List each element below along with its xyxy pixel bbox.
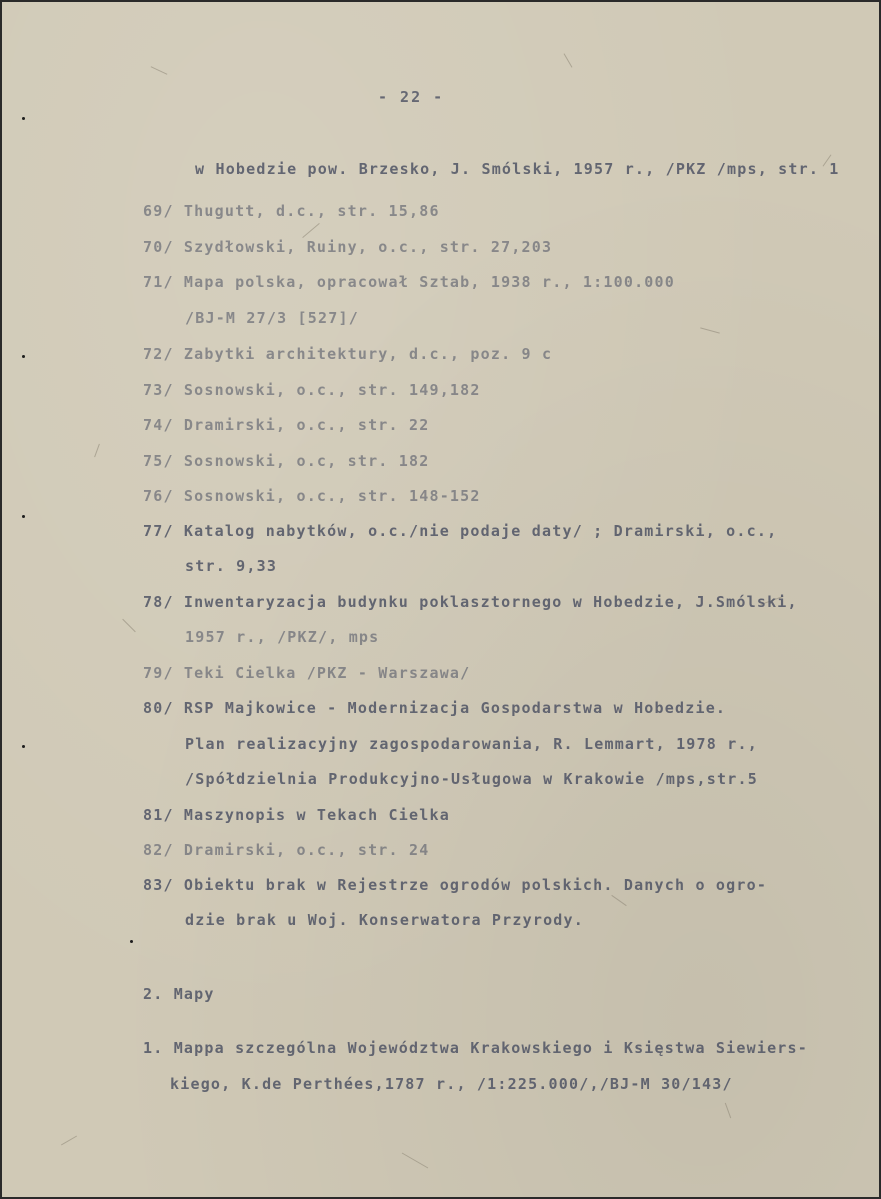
text-line: 71/ Mapa polska, opracował Sztab, 1938 r., 1:100.000 [143, 273, 675, 291]
text-line: 83/ Obiektu brak w Rejestrze ogrodów polskich. Danych o ogro- [143, 876, 768, 894]
text-line: 78/ Inwentaryzacja budynku poklasztornego w Hobedzie, J.Smólski, [143, 593, 798, 611]
text-line: 74/ Dramirski, o.c., str. 22 [143, 416, 430, 434]
text-line: 69/ Thugutt, d.c., str. 15,86 [143, 202, 440, 220]
margin-dot [22, 355, 25, 358]
paper-fiber [61, 1136, 77, 1146]
text-line: w Hobedzie pow. Brzesko, J. Smólski, 1957 r., /PKZ /mps, str. 1 [195, 160, 840, 178]
paper-fiber [402, 1153, 428, 1169]
paper-fiber [94, 444, 100, 457]
page-number: - 22 - [378, 88, 445, 106]
text-line: /BJ-M 27/3 [527]/ [185, 309, 359, 327]
margin-dot [130, 940, 133, 943]
text-line: 72/ Zabytki architektury, d.c., poz. 9 c [143, 345, 553, 363]
margin-dot [22, 515, 25, 518]
text-line: /Spółdzielnia Produkcyjno-Usługowa w Krakowie /mps,str.5 [185, 770, 758, 788]
text-line: 70/ Szydłowski, Ruiny, o.c., str. 27,203 [143, 238, 553, 256]
text-line: 76/ Sosnowski, o.c., str. 148-152 [143, 487, 481, 505]
text-line: 82/ Dramirski, o.c., str. 24 [143, 841, 430, 859]
paper-fiber [725, 1103, 731, 1118]
text-line: str. 9,33 [185, 557, 278, 575]
text-line: 80/ RSP Majkowice - Modernizacja Gospodarstwa w Hobedzie. [143, 699, 727, 717]
text-line: Plan realizacyjny zagospodarowania, R. Lemmart, 1978 r., [185, 735, 758, 753]
text-line: 79/ Teki Cielka /PKZ - Warszawa/ [143, 664, 471, 682]
text-line: 73/ Sosnowski, o.c., str. 149,182 [143, 381, 481, 399]
margin-dot [22, 745, 25, 748]
text-line: 2. Mapy [143, 985, 215, 1003]
text-line: 1. Mappa szczególna Województwa Krakowskiego i Księstwa Siewiers- [143, 1039, 808, 1057]
text-line: 1957 r., /PKZ/, mps [185, 628, 380, 646]
paper-fiber [700, 327, 720, 333]
text-line: kiego, K.de Perthées,1787 r., /1:225.000/,/BJ-M 30/143/ [170, 1075, 733, 1093]
paper-fiber [564, 53, 573, 67]
text-line: dzie brak u Woj. Konserwatora Przyrody. [185, 911, 584, 929]
margin-dot [22, 117, 25, 120]
paper-fiber [302, 223, 319, 238]
text-line: 75/ Sosnowski, o.c, str. 182 [143, 452, 430, 470]
paper-fiber [122, 619, 135, 632]
paper-fiber [611, 895, 626, 906]
text-line: 77/ Katalog nabytków, o.c./nie podaje daty/ ; Dramirski, o.c., [143, 522, 778, 540]
text-line: 81/ Maszynopis w Tekach Cielka [143, 806, 450, 824]
paper-fiber [151, 66, 168, 75]
